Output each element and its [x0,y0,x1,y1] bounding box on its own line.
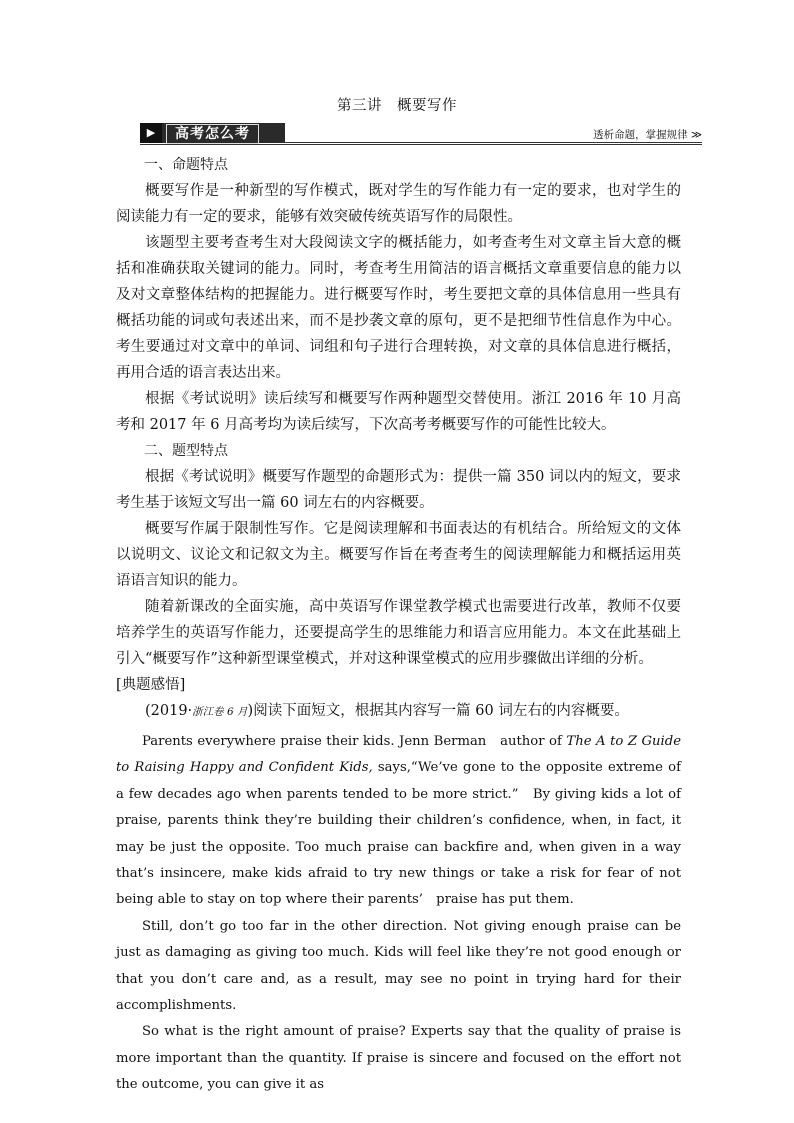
example-label: [典题感悟] [116,677,186,693]
paragraph: 随着新课改的全面实施，高中英语写作课堂教学模式也需要进行改革，教师不仅要培养学生的英语写作能力，还要提高学生的思维能力和语言应用能力。本文在此基础上引入“概要写作”这种新型课堂模式，并对这种课堂模式的应用步骤做出详细的分析。 [116,599,681,667]
paragraph: 根据《考试说明》概要写作题型的命题形式为：提供一篇 350 词以内的短文，要求考生基于该短文写出一篇 60 词左右的内容概要。 [116,469,681,511]
page-title: 第三讲 概要写作 [337,98,457,114]
passage-paragraph-2: Still, don’t go too far in the other direction. Not giving enough praise can be just as damaging as giving too much. Kids will feel like they’re not good enough or that you don’t care and, as a result, may see no point in trying hard for their accomplishments. [116,918,681,1014]
banner-label: 高考怎么考 [166,124,259,144]
example-instruction [116,698,681,725]
example-instruction-text: )阅读下面短文，根据其内容写一篇 60 词左右的内容概要。 [247,703,629,719]
passage-paragraph-1 [116,729,681,914]
banner-rule-bottom [140,144,702,145]
book-title: The A to Z Guide to Raising Happy and Confident Kids, [116,734,681,776]
play-arrow-icon: ▶ [140,123,162,143]
section-banner [140,123,702,145]
example-source-year: (2019· [145,703,193,719]
paragraph: 概要写作属于限制性写作。它是阅读理解和书面表达的有机结合。所给短文的文体以说明文、议论文和记叙文为主。概要写作旨在考查考生的阅读理解能力和概括运用英语语言知识的能力。 [116,521,681,589]
paragraph: 概要写作是一种新型的写作模式，既对学生的写作能力有一定的要求，也对学生的阅读能力有一定的要求，能够有效突破传统英语写作的局限性。 [116,183,681,225]
passage-text: says,“We’ve gone to the opposite extreme of a few decades ago when parents tended to be more strict.” By giving kids a lot of praise, parents think they’re building their children’s confidence, when, in fact, it may be just the opposite. Too much praise can backfire and, when given in a way that’s insincere, make kids afraid to try new things or take a risk for fear of not being able to stay on top where their parents’ praise has put them. [116,760,681,908]
content-body [116,152,681,1099]
passage-text: Parents everywhere praise their kids. Jenn Berman author of [142,734,567,749]
section-heading-2: 二、题型特点 [144,443,228,459]
example-source-exam: 浙江卷 6 月 [192,706,248,718]
banner-rule [285,142,702,143]
paragraph: 根据《考试说明》读后续写和概要写作两种题型交替使用。浙江 2016 年 10 月高考和 2017 年 6 月高考均为读后续写，下次高考考概要写作的可能性比较大。 [116,391,681,433]
passage-paragraph-3: So what is the right amount of praise? Experts say that the quality of praise is more important than the quantity. If praise is sincere and focused on the effort not the outcome, you can give it as [116,1024,681,1093]
banner-right-text: 透析命题，掌握规律 ≫ [593,129,702,141]
paragraph: 该题型主要考查考生对大段阅读文字的概括能力，如考查考生对文章主旨大意的概括和准确获取关键词的能力。同时，考查考生用简洁的语言概括文章重要信息的能力以及对文章整体结构的把握能力。进行概要写作时，考生要把文章的具体信息用一些具有概括功能的词或句表述出来，而不是抄袭文章的原句，更不是把细节性信息作为中心。考生要通过对文章中的单词、词组和句子进行合理转换，对文章的具体信息进行概括，再用合适的语言表达出来。 [116,235,681,381]
section-heading-1: 一、命题特点 [144,157,228,173]
